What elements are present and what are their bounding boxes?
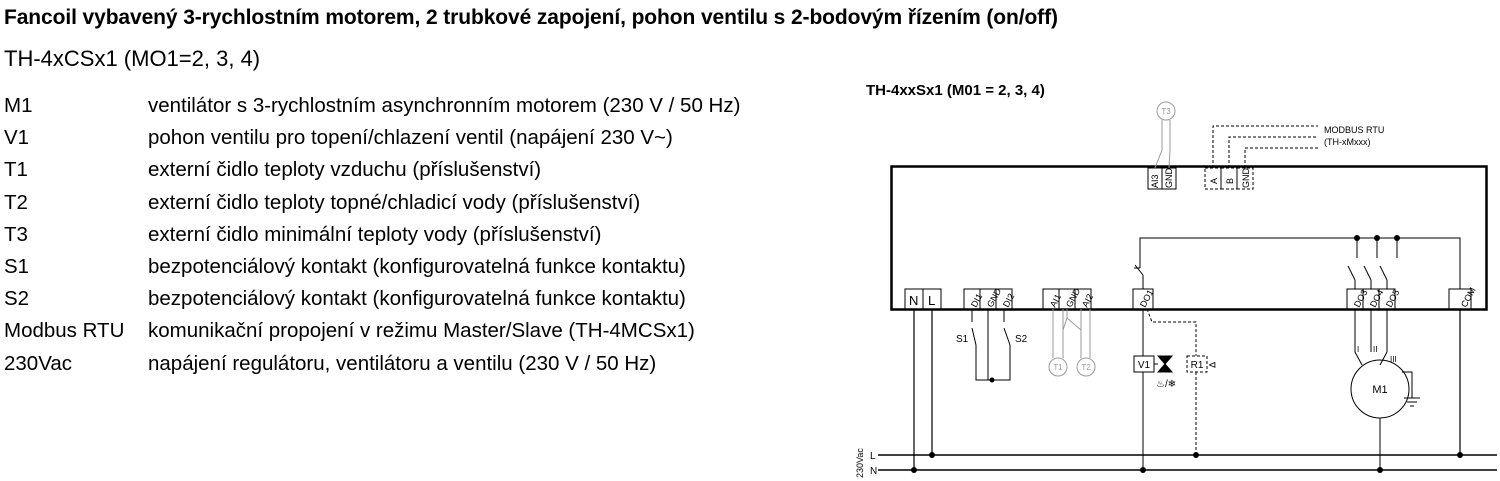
terminal-label: GND (1241, 168, 1251, 188)
legend-code: T2 (4, 190, 28, 214)
switch-label: S2 (1015, 334, 1028, 345)
supply-wiring (878, 309, 1497, 470)
terminal-label: COM (1458, 285, 1478, 309)
legend-desc: napájení regulátoru, ventilátoru a ventilu (230 V / 50 Hz) (148, 351, 657, 375)
legend-code: 230Vac (4, 351, 73, 375)
terminal-label: GND (1063, 286, 1083, 309)
legend-desc: bezpotenciálový kontakt (konfigurovatelná funkce kontaktu) (148, 287, 686, 311)
internal-common-bus (1140, 238, 1460, 289)
terminal-label: GND (984, 286, 1004, 309)
switch-common-wire (976, 345, 1010, 380)
terminal-label: N (909, 293, 919, 308)
sensor-label: T3 (1161, 107, 1171, 116)
junction-dot (1374, 235, 1380, 241)
supply-l-label: L (870, 451, 876, 462)
diagram-title: TH-4xxSx1 (M01 = 2, 3, 4) (866, 82, 1045, 99)
do5-switch-blade (1380, 266, 1387, 280)
terminal-label: DI1 (968, 291, 985, 309)
s1-blade (972, 328, 976, 345)
legend-desc: externí čidlo minimální teploty vody (příslušenství) (148, 222, 602, 246)
valve-symbol (1158, 356, 1172, 372)
terminal-label: DI2 (1000, 291, 1017, 309)
switches (972, 309, 1010, 380)
junction-dot (1377, 467, 1383, 473)
page-subtitle: TH-4xCSx1 (MO1=2, 3, 4) (4, 46, 261, 71)
legend-desc: komunikační propojení v režimu Master/Slave (TH-4MCSx1) (148, 319, 695, 343)
modbus-wiring (1213, 126, 1318, 168)
heat-cool-icon: ♨/❄ (1156, 379, 1177, 390)
junction-dot (1457, 452, 1463, 458)
switch-label: S1 (956, 334, 969, 345)
motor-earth-wire (1402, 372, 1412, 398)
modbus-sublabel: (TH-xMxxx) (1324, 137, 1371, 147)
winding-label: III (1390, 355, 1397, 364)
junction-dot (990, 378, 995, 383)
sensor-label: T2 (1081, 363, 1091, 372)
s2-blade (1004, 328, 1010, 345)
terminal-label: AI3 (1150, 174, 1160, 188)
modbus-label: MODBUS RTU (1324, 125, 1385, 135)
legend-desc: externí čidlo teploty vzduchu (příslušenství) (148, 158, 542, 182)
legend-code: S2 (4, 287, 30, 311)
winding-label: II (1373, 345, 1378, 354)
terminal-label: AI2 (1079, 292, 1096, 309)
supply-voltage-label: 230Vac (855, 448, 865, 478)
junction-dot (911, 467, 917, 473)
terminal-label: L (928, 293, 936, 308)
relay-icon: ⊲ (1208, 360, 1217, 371)
legend-code: T1 (4, 158, 28, 182)
terminal-label: DO5 (1383, 287, 1402, 309)
legend-desc: ventilátor s 3-rychlostním asynchronním motorem (230 V / 50 Hz) (148, 94, 741, 117)
legend-code: T3 (4, 222, 28, 246)
do1-switch-blade (1135, 265, 1143, 275)
junction-dot (1140, 467, 1146, 473)
winding-label: I (1357, 345, 1360, 354)
internal-relays (1134, 238, 1460, 289)
motor-wire-3 (1380, 352, 1387, 365)
junction-dot (1394, 235, 1400, 241)
supply-n-label: N (870, 466, 878, 477)
sensor-label: T1 (1053, 363, 1063, 372)
legend-code: M1 (4, 94, 33, 117)
junction-dot (1193, 452, 1199, 458)
do4-switch-blade (1364, 266, 1371, 280)
relay-control-wire (1147, 309, 1196, 356)
page-title: Fancoil vybavený 3-rychlostním motorem, 2 trubkové zapojení, pohon ventilu s 2-bodovým řízením (on/off) (4, 6, 1058, 29)
legend-desc: bezpotenciálový kontakt (konfigurovatelná funkce kontaktu) (148, 254, 686, 278)
terminal-label: AI1 (1047, 292, 1064, 309)
legend-desc: pohon ventilu pro topení/chlazení ventil (napájení 230 V~) (148, 126, 673, 150)
junction-dot (929, 452, 935, 458)
legend-code: S1 (4, 254, 30, 278)
terminal-label: DO4 (1367, 287, 1386, 309)
terminal-label: A (1209, 177, 1219, 184)
terminal-label: DO1 (1137, 287, 1156, 309)
junction-dot (1354, 235, 1360, 241)
relay-label: R1 (1190, 360, 1204, 371)
legend-desc: externí čidlo teploty topné/chladicí vody (příslušenství) (148, 190, 641, 214)
do3-switch-blade (1348, 266, 1355, 280)
valve-label: V1 (1137, 360, 1151, 371)
modbus-wire-b (1229, 137, 1318, 168)
sensor-gnd-wire (1063, 309, 1081, 330)
terminal-label: GND (1164, 168, 1174, 188)
legend-code: V1 (4, 126, 30, 150)
motor-label: M1 (1372, 384, 1388, 396)
modbus-wire-gnd (1245, 148, 1318, 168)
terminal-label: DO3 (1351, 287, 1370, 309)
terminal-label: B (1225, 177, 1235, 184)
legend-code: Modbus RTU (4, 319, 125, 343)
